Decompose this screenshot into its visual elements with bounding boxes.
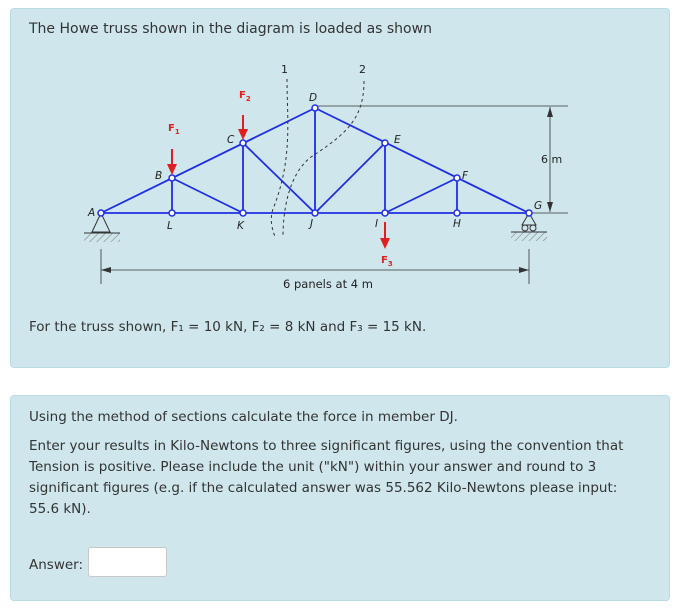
node-label-l: L	[167, 220, 173, 232]
question-panel	[10, 8, 670, 368]
load-label-f2: $F_2$	[239, 90, 251, 103]
instruction-format: Enter your results in Kilo-Newtons to three significant figures, using the convention that Tension is positive. Please include the unit ("kN") within your answer and round to 3 significant figures (e.g. if the calculated answer was 55.562 Kilo-Newtons please input: 55.6 kN).	[29, 438, 624, 517]
instruction-method: Using the method of sections calculate the force in member DJ.	[29, 409, 458, 425]
answer-input[interactable]	[88, 547, 167, 577]
question-title: The Howe truss shown in the diagram is loaded as shown	[29, 21, 432, 37]
load-label-f3: $F_3$	[381, 255, 393, 268]
height-dimension-label: 6 m	[541, 153, 563, 166]
node-label-f: F	[462, 170, 469, 182]
node-label-c: C	[227, 134, 235, 146]
node-label-i: I	[375, 218, 379, 230]
span-dimension-label: 6 panels at 4 m	[283, 277, 373, 291]
answer-label: Answer:	[29, 557, 84, 573]
node-label-e: E	[394, 134, 401, 146]
node-label-g: G	[534, 200, 543, 212]
node-label-j: J	[310, 218, 314, 230]
section-label-1: 1	[281, 63, 288, 76]
node-label-a: A	[88, 207, 96, 219]
given-loads-text: For the truss shown, F₁ = 10 kN, F₂ = 8 kN and F₃ = 15 kN.	[29, 319, 427, 335]
load-label-f1: $F_1$	[168, 123, 180, 136]
node-label-h: H	[453, 218, 461, 230]
node-label-d: D	[309, 92, 318, 104]
truss-members	[101, 108, 529, 213]
load-arrows	[167, 115, 390, 249]
section-label-2: 2	[359, 63, 366, 76]
answer-panel	[10, 395, 670, 601]
roller-support	[511, 213, 547, 241]
truss-diagram	[11, 9, 671, 309]
node-label-b: B	[155, 170, 163, 182]
node-label-k: K	[237, 220, 244, 232]
